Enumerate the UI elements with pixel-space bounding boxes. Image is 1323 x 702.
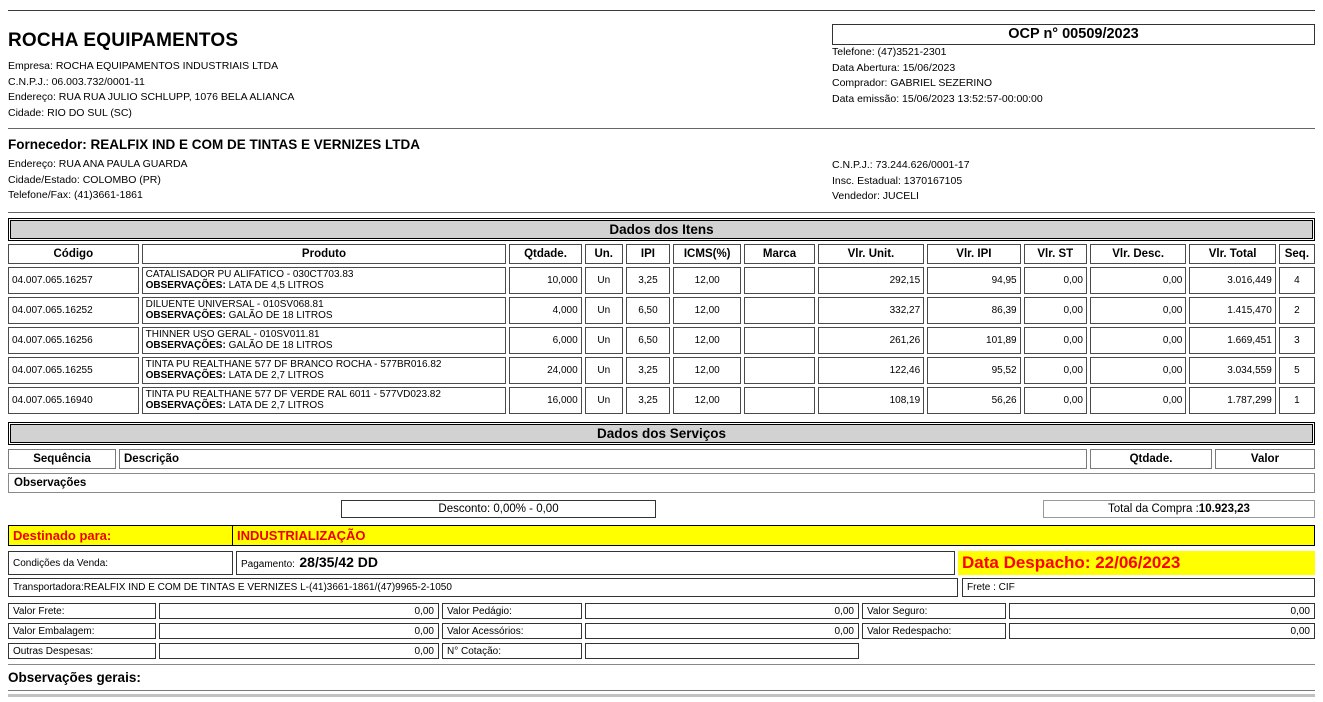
item-seq: 3: [1279, 327, 1315, 354]
col-vlr-st: Vlr. ST: [1024, 244, 1087, 264]
item-produto: [142, 387, 507, 414]
item-row: [8, 267, 1315, 294]
item-ipi: 3,25: [626, 357, 670, 384]
header-divider: [8, 128, 1315, 129]
item-vlr-desc: 0,00: [1090, 267, 1186, 294]
services-header-row: [8, 449, 1315, 469]
item-observacoes-text: LATA DE 4,5 LITROS: [228, 280, 324, 291]
num-cotacao-value: [585, 643, 859, 659]
item-seq: 2: [1279, 297, 1315, 324]
item-observacoes: [146, 310, 503, 322]
item-vlr-total: 3.034,559: [1189, 357, 1275, 384]
values-row: [8, 603, 1315, 619]
item-observacoes: [146, 400, 503, 412]
valor-pedagio-value: 0,00: [585, 603, 859, 619]
item-ipi: 3,25: [626, 267, 670, 294]
item-qtdade: 16,000: [509, 387, 581, 414]
valor-frete-value: 0,00: [159, 603, 439, 619]
col-vlr-ipi: Vlr. IPI: [927, 244, 1020, 264]
transportadora-row: [8, 578, 1315, 597]
item-vlr-total: 1.669,451: [1189, 327, 1275, 354]
item-qtdade: 4,000: [509, 297, 581, 324]
condicoes-row: [8, 551, 1315, 575]
col-un: Un.: [585, 244, 623, 264]
destinado-label: Destinado para:: [8, 525, 233, 546]
item-seq: 4: [1279, 267, 1315, 294]
supplier-endereco-line: Endereço: RUA ANA PAULA GUARDA: [8, 158, 188, 170]
item-ipi: 6,50: [626, 297, 670, 324]
company-empresa-line: Empresa: ROCHA EQUIPAMENTOS INDUSTRIAIS LTDA: [8, 60, 279, 72]
frete-box: Frete : CIF: [962, 578, 1315, 597]
item-observacoes: [146, 280, 503, 292]
item-vlr-total: 1.415,470: [1189, 297, 1275, 324]
item-codigo: 04.007.065.16252: [8, 297, 139, 324]
item-observacoes-text: GALÃO DE 18 LITROS: [228, 340, 333, 351]
item-observacoes: [146, 370, 503, 382]
item-vlr-desc: 0,00: [1090, 387, 1186, 414]
valor-acessorios-value: 0,00: [585, 623, 859, 639]
item-ipi: 6,50: [626, 327, 670, 354]
services-col-qtdade: Qtdade.: [1090, 449, 1212, 469]
observacoes-row: Observações: [8, 473, 1315, 493]
valor-redespacho-value: 0,00: [1009, 623, 1315, 639]
values-grid: [8, 603, 1315, 659]
document-header: [8, 24, 1315, 121]
outras-despesas-value: 0,00: [159, 643, 439, 659]
data-emissao-line: Data emissão: 15/06/2023 13:52:57-00:00:00: [832, 92, 1043, 105]
telefone-line: Telefone: (47)3521-2301: [832, 46, 947, 58]
item-produto: [142, 327, 507, 354]
pagamento-label: Pagamento:: [241, 558, 295, 570]
total-compra-value: 10.923,23: [1198, 502, 1250, 515]
valor-redespacho-label: Valor Redespacho:: [862, 623, 1006, 639]
col-produto: Produto: [142, 244, 507, 264]
item-icms: 12,00: [673, 297, 741, 324]
item-row: [8, 387, 1315, 414]
services-col-sequencia: Sequência: [8, 449, 116, 469]
col-qtdade: Qtdade.: [509, 244, 581, 264]
item-codigo: 04.007.065.16256: [8, 327, 139, 354]
item-observacoes-label: OBSERVAÇÕES:: [145, 400, 226, 411]
num-cotacao-label: N° Cotação:: [442, 643, 582, 659]
bottom-divider-thick: [8, 694, 1315, 697]
item-produto-nome: TINTA PU REALTHANE 577 DF BRANCO ROCHA - 577BR016.82: [145, 358, 442, 370]
item-codigo: 04.007.065.16940: [8, 387, 139, 414]
item-un: Un: [585, 357, 623, 384]
item-produto-nome: CATALISADOR PU ALIFATICO - 030CT703.83: [145, 268, 354, 280]
item-row: [8, 297, 1315, 324]
item-codigo: 04.007.065.16255: [8, 357, 139, 384]
order-info-block: [832, 24, 1315, 121]
item-vlr-st: 0,00: [1024, 387, 1087, 414]
ocp-number-box: OCP n° 00509/2023: [832, 24, 1315, 45]
item-produto: [142, 357, 507, 384]
supplier-insc-line: Insc. Estadual: 1370167105: [832, 174, 963, 187]
item-vlr-unit: 122,46: [818, 357, 925, 384]
observacoes-gerais-heading: Observações gerais:: [8, 669, 141, 685]
item-icms: 12,00: [673, 387, 741, 414]
col-vlr-total: Vlr. Total: [1189, 244, 1275, 264]
item-vlr-ipi: 94,95: [927, 267, 1020, 294]
col-ipi: IPI: [626, 244, 670, 264]
services-section-bar: [8, 422, 1315, 445]
col-vlr-unit: Vlr. Unit.: [818, 244, 925, 264]
item-observacoes-text: GALÃO DE 18 LITROS: [228, 310, 333, 321]
item-produto-nome: DILUENTE UNIVERSAL - 010SV068.81: [145, 298, 324, 310]
item-un: Un: [585, 297, 623, 324]
destinado-row: [8, 525, 1315, 546]
item-observacoes-text: LATA DE 2,7 LITROS: [228, 400, 324, 411]
values-row: [8, 643, 1315, 659]
item-vlr-st: 0,00: [1024, 357, 1087, 384]
items-section-title: Dados dos Itens: [10, 220, 1313, 239]
item-vlr-desc: 0,00: [1090, 297, 1186, 324]
col-codigo: Código: [8, 244, 139, 264]
items-table: [5, 241, 1318, 417]
item-vlr-desc: 0,00: [1090, 357, 1186, 384]
transportadora-box: Transportadora:REALFIX IND E COM DE TINTAS E VERNIZES L-(41)3661-1861/(47)9965-2-1050: [8, 578, 958, 597]
item-codigo: 04.007.065.16257: [8, 267, 139, 294]
bottom-divider-thin: [8, 690, 1315, 691]
items-header-row: [8, 244, 1315, 264]
item-row: [8, 327, 1315, 354]
item-observacoes-label: OBSERVAÇÕES:: [145, 340, 226, 351]
item-vlr-st: 0,00: [1024, 327, 1087, 354]
supplier-divider: [8, 212, 1315, 213]
values-divider: [8, 664, 1315, 665]
pagamento-value: 28/35/42 DD: [299, 553, 378, 570]
item-observacoes-text: LATA DE 2,7 LITROS: [228, 370, 324, 381]
items-section-bar: [8, 218, 1315, 241]
item-observacoes-label: OBSERVAÇÕES:: [145, 280, 226, 291]
col-seq: Seq.: [1279, 244, 1315, 264]
item-vlr-unit: 108,19: [818, 387, 925, 414]
company-cnpj-line: C.N.P.J.: 06.003.732/0001-11: [8, 75, 145, 88]
top-divider: [8, 10, 1315, 11]
item-observacoes-label: OBSERVAÇÕES:: [145, 370, 226, 381]
item-produto: [142, 297, 507, 324]
item-un: Un: [585, 387, 623, 414]
item-vlr-unit: 261,26: [818, 327, 925, 354]
pagamento-box: [236, 551, 955, 575]
item-vlr-st: 0,00: [1024, 267, 1087, 294]
supplier-right-block: [832, 158, 1315, 205]
supplier-telefone-line: Telefone/Fax: (41)3661-1861: [8, 189, 143, 201]
company-name: ROCHA EQUIPAMENTOS: [8, 30, 239, 51]
outras-despesas-label: Outras Despesas:: [8, 643, 156, 659]
col-vlr-desc: Vlr. Desc.: [1090, 244, 1186, 264]
totals-band: [8, 500, 1315, 518]
item-vlr-ipi: 86,39: [927, 297, 1020, 324]
item-vlr-unit: 332,27: [818, 297, 925, 324]
item-marca: [744, 387, 814, 414]
data-despacho-banner: Data Despacho: 22/06/2023: [958, 551, 1315, 575]
data-abertura-line: Data Abertura: 15/06/2023: [832, 61, 956, 74]
item-vlr-total: 3.016,449: [1189, 267, 1275, 294]
supplier-title: Fornecedor: REALFIX IND E COM DE TINTAS E VERNIZES LTDA: [8, 137, 421, 152]
item-seq: 1: [1279, 387, 1315, 414]
item-seq: 5: [1279, 357, 1315, 384]
item-marca: [744, 327, 814, 354]
total-compra-box: [1043, 500, 1315, 518]
comprador-line: Comprador: GABRIEL SEZERINO: [832, 77, 993, 89]
services-section-title: Dados dos Serviços: [10, 424, 1313, 443]
valor-embalagem-value: 0,00: [159, 623, 439, 639]
supplier-section: [8, 133, 1315, 205]
valor-frete-label: Valor Frete:: [8, 603, 156, 619]
item-vlr-unit: 292,15: [818, 267, 925, 294]
services-col-valor: Valor: [1215, 449, 1315, 469]
item-marca: [744, 297, 814, 324]
item-produto-nome: THINNER USO GERAL - 010SV011.81: [145, 328, 320, 340]
valor-acessorios-label: Valor Acessórios:: [442, 623, 582, 639]
item-observacoes: [146, 340, 503, 352]
item-observacoes-label: OBSERVAÇÕES:: [145, 310, 226, 321]
company-block: [8, 24, 294, 121]
valor-pedagio-label: Valor Pedágio:: [442, 603, 582, 619]
item-un: Un: [585, 327, 623, 354]
supplier-left-block: [8, 133, 832, 205]
item-vlr-desc: 0,00: [1090, 327, 1186, 354]
supplier-vendedor-line: Vendedor: JUCELI: [832, 190, 919, 202]
supplier-cnpj-line: C.N.P.J.: 73.244.626/0001-17: [832, 159, 970, 171]
services-col-descricao: Descrição: [119, 449, 1087, 469]
company-cidade-line: Cidade: RIO DO SUL (SC): [8, 106, 132, 119]
item-row: [8, 357, 1315, 384]
item-qtdade: 6,000: [509, 327, 581, 354]
item-vlr-st: 0,00: [1024, 297, 1087, 324]
item-produto-nome: TINTA PU REALTHANE 577 DF VERDE RAL 6011 - 577VD023.82: [145, 388, 441, 400]
condicoes-venda-box: Condições da Venda:: [8, 551, 233, 575]
item-icms: 12,00: [673, 327, 741, 354]
total-compra-label: Total da Compra :: [1108, 502, 1199, 515]
item-icms: 12,00: [673, 357, 741, 384]
item-marca: [744, 357, 814, 384]
item-ipi: 3,25: [626, 387, 670, 414]
company-endereco-line: Endereço: RUA RUA JULIO SCHLUPP, 1076 BELA ALIANCA: [8, 91, 295, 103]
item-qtdade: 10,000: [509, 267, 581, 294]
valor-embalagem-label: Valor Embalagem:: [8, 623, 156, 639]
valor-seguro-value: 0,00: [1009, 603, 1315, 619]
item-icms: 12,00: [673, 267, 741, 294]
values-row: [8, 623, 1315, 639]
item-vlr-ipi: 56,26: [927, 387, 1020, 414]
col-marca: Marca: [744, 244, 814, 264]
desconto-box: Desconto: 0,00% - 0,00: [341, 500, 656, 518]
item-vlr-total: 1.787,299: [1189, 387, 1275, 414]
item-marca: [744, 267, 814, 294]
item-qtdade: 24,000: [509, 357, 581, 384]
item-produto: [142, 267, 507, 294]
purchase-order-document: [0, 10, 1323, 697]
supplier-cidade-line: Cidade/Estado: COLOMBO (PR): [8, 173, 161, 186]
col-icms: ICMS(%): [673, 244, 741, 264]
item-vlr-ipi: 95,52: [927, 357, 1020, 384]
destinado-value: INDUSTRIALIZAÇÃO: [233, 525, 1315, 546]
values-row-spacer: [862, 643, 1315, 659]
item-vlr-ipi: 101,89: [927, 327, 1020, 354]
item-un: Un: [585, 267, 623, 294]
valor-seguro-label: Valor Seguro:: [862, 603, 1006, 619]
